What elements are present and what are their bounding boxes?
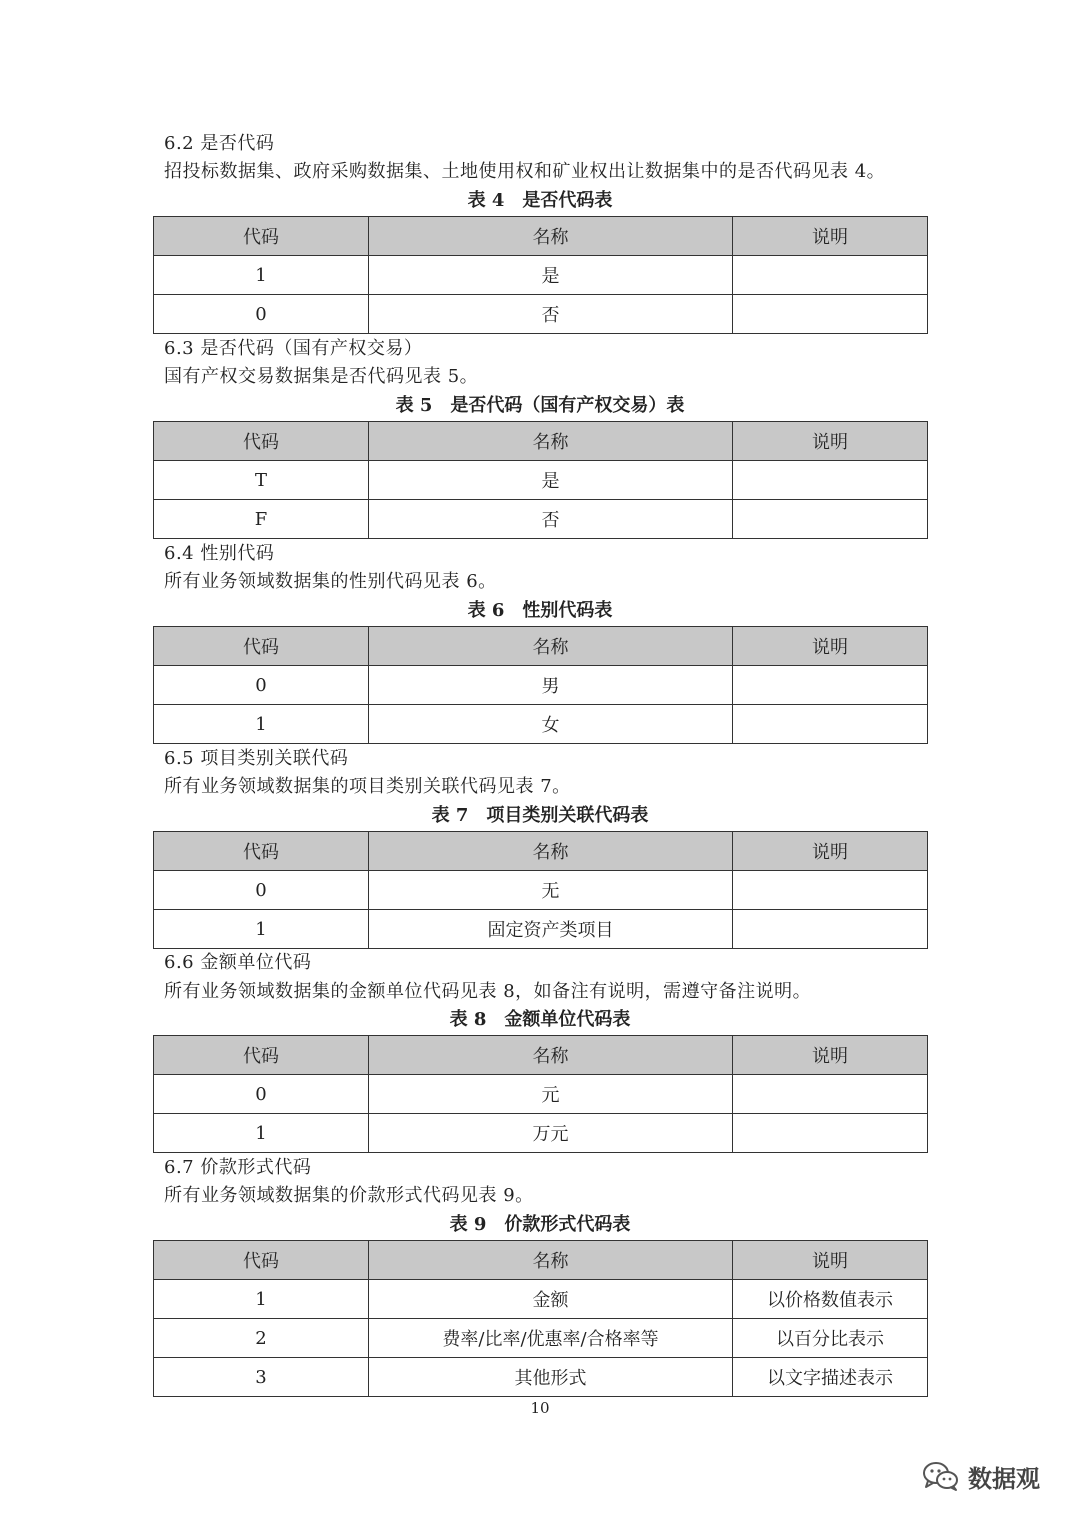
cell-code: 1 <box>154 256 369 295</box>
header-code: 代码 <box>154 422 369 461</box>
table-caption: 表 7 项目类别关联代码表 <box>431 805 649 826</box>
cell-code: 0 <box>154 666 369 705</box>
header-name: 名称 <box>369 832 733 871</box>
cell-code: 1 <box>154 1280 369 1319</box>
cell-name: 是 <box>369 256 733 295</box>
section-paragraph: 招投标数据集、政府采购数据集、土地使用权和矿业权出让数据集中的是否代码见表 4。 <box>164 161 886 182</box>
table-row <box>154 1114 928 1153</box>
table-row <box>154 295 928 334</box>
table-row <box>154 1280 928 1319</box>
cell-note <box>733 500 928 539</box>
cell-name: 女 <box>369 705 733 744</box>
cell-name: 固定资产类项目 <box>369 910 733 949</box>
cell-note: 以文字描述表示 <box>733 1358 928 1397</box>
code-table <box>153 1035 928 1153</box>
section-heading: 6.5 项目类别关联代码 <box>164 748 349 769</box>
page-number: 10 <box>530 1399 550 1417</box>
cell-name: 金额 <box>369 1280 733 1319</box>
table-row <box>154 1358 928 1397</box>
cell-name: 万元 <box>369 1114 733 1153</box>
header-code: 代码 <box>154 1241 369 1280</box>
cell-name: 否 <box>369 295 733 334</box>
table-caption: 表 9 价款形式代码表 <box>449 1214 631 1235</box>
cell-name: 无 <box>369 871 733 910</box>
code-table <box>153 216 928 334</box>
cell-name: 费率/比率/优惠率/合格率等 <box>369 1319 733 1358</box>
cell-name: 是 <box>369 461 733 500</box>
cell-name: 其他形式 <box>369 1358 733 1397</box>
header-name: 名称 <box>369 422 733 461</box>
watermark-text: 数据观 <box>968 1464 1040 1493</box>
section-heading: 6.6 金额单位代码 <box>164 952 312 973</box>
section-paragraph: 所有业务领域数据集的价款形式代码见表 9。 <box>164 1185 534 1206</box>
header-note: 说明 <box>733 1036 928 1075</box>
cell-note <box>733 910 928 949</box>
header-code: 代码 <box>154 627 369 666</box>
table-header-row <box>154 1036 928 1075</box>
header-name: 名称 <box>369 1036 733 1075</box>
table-row <box>154 461 928 500</box>
cell-code: 0 <box>154 295 369 334</box>
code-table <box>153 1240 928 1397</box>
header-code: 代码 <box>154 832 369 871</box>
cell-name: 否 <box>369 500 733 539</box>
cell-name: 男 <box>369 666 733 705</box>
section-heading: 6.4 性别代码 <box>164 543 275 564</box>
wechat-icon <box>922 1460 960 1492</box>
watermark <box>922 1456 1040 1496</box>
table-row <box>154 910 928 949</box>
cell-code: 3 <box>154 1358 369 1397</box>
code-table <box>153 626 928 744</box>
section-heading: 6.7 价款形式代码 <box>164 1157 312 1178</box>
table-row <box>154 705 928 744</box>
header-note: 说明 <box>733 627 928 666</box>
code-table <box>153 831 928 949</box>
table-caption: 表 6 性别代码表 <box>467 600 613 621</box>
header-name: 名称 <box>369 627 733 666</box>
table-row <box>154 666 928 705</box>
section-heading: 6.2 是否代码 <box>164 133 275 154</box>
cell-note <box>733 871 928 910</box>
table-row <box>154 871 928 910</box>
header-code: 代码 <box>154 217 369 256</box>
table-header-row <box>154 832 928 871</box>
cell-note <box>733 666 928 705</box>
section-heading: 6.3 是否代码（国有产权交易） <box>164 338 423 359</box>
cell-note <box>733 256 928 295</box>
cell-code: 1 <box>154 705 369 744</box>
header-note: 说明 <box>733 832 928 871</box>
cell-code: F <box>154 500 369 539</box>
cell-code: 0 <box>154 1075 369 1114</box>
table-caption: 表 4 是否代码表 <box>467 190 613 211</box>
section-paragraph: 所有业务领域数据集的项目类别关联代码见表 7。 <box>164 776 571 797</box>
cell-note: 以百分比表示 <box>733 1319 928 1358</box>
cell-note <box>733 1075 928 1114</box>
table-caption: 表 8 金额单位代码表 <box>449 1009 631 1030</box>
table-row <box>154 256 928 295</box>
cell-code: 0 <box>154 871 369 910</box>
table-caption: 表 5 是否代码（国有产权交易）表 <box>395 395 685 416</box>
table-header-row <box>154 627 928 666</box>
section-paragraph: 所有业务领域数据集的金额单位代码见表 8，如备注有说明，需遵守备注说明。 <box>164 981 812 1002</box>
cell-note <box>733 705 928 744</box>
header-note: 说明 <box>733 422 928 461</box>
cell-note <box>733 295 928 334</box>
table-row <box>154 500 928 539</box>
table-header-row <box>154 217 928 256</box>
cell-note <box>733 461 928 500</box>
cell-code: 1 <box>154 1114 369 1153</box>
table-header-row <box>154 422 928 461</box>
cell-code: 1 <box>154 910 369 949</box>
cell-note <box>733 1114 928 1153</box>
header-name: 名称 <box>369 217 733 256</box>
header-name: 名称 <box>369 1241 733 1280</box>
header-note: 说明 <box>733 217 928 256</box>
cell-name: 元 <box>369 1075 733 1114</box>
code-table <box>153 421 928 539</box>
table-row <box>154 1319 928 1358</box>
table-row <box>154 1075 928 1114</box>
cell-note: 以价格数值表示 <box>733 1280 928 1319</box>
section-paragraph: 所有业务领域数据集的性别代码见表 6。 <box>164 571 497 592</box>
header-note: 说明 <box>733 1241 928 1280</box>
header-code: 代码 <box>154 1036 369 1075</box>
section-paragraph: 国有产权交易数据集是否代码见表 5。 <box>164 366 479 387</box>
cell-code: T <box>154 461 369 500</box>
cell-code: 2 <box>154 1319 369 1358</box>
table-header-row <box>154 1241 928 1280</box>
